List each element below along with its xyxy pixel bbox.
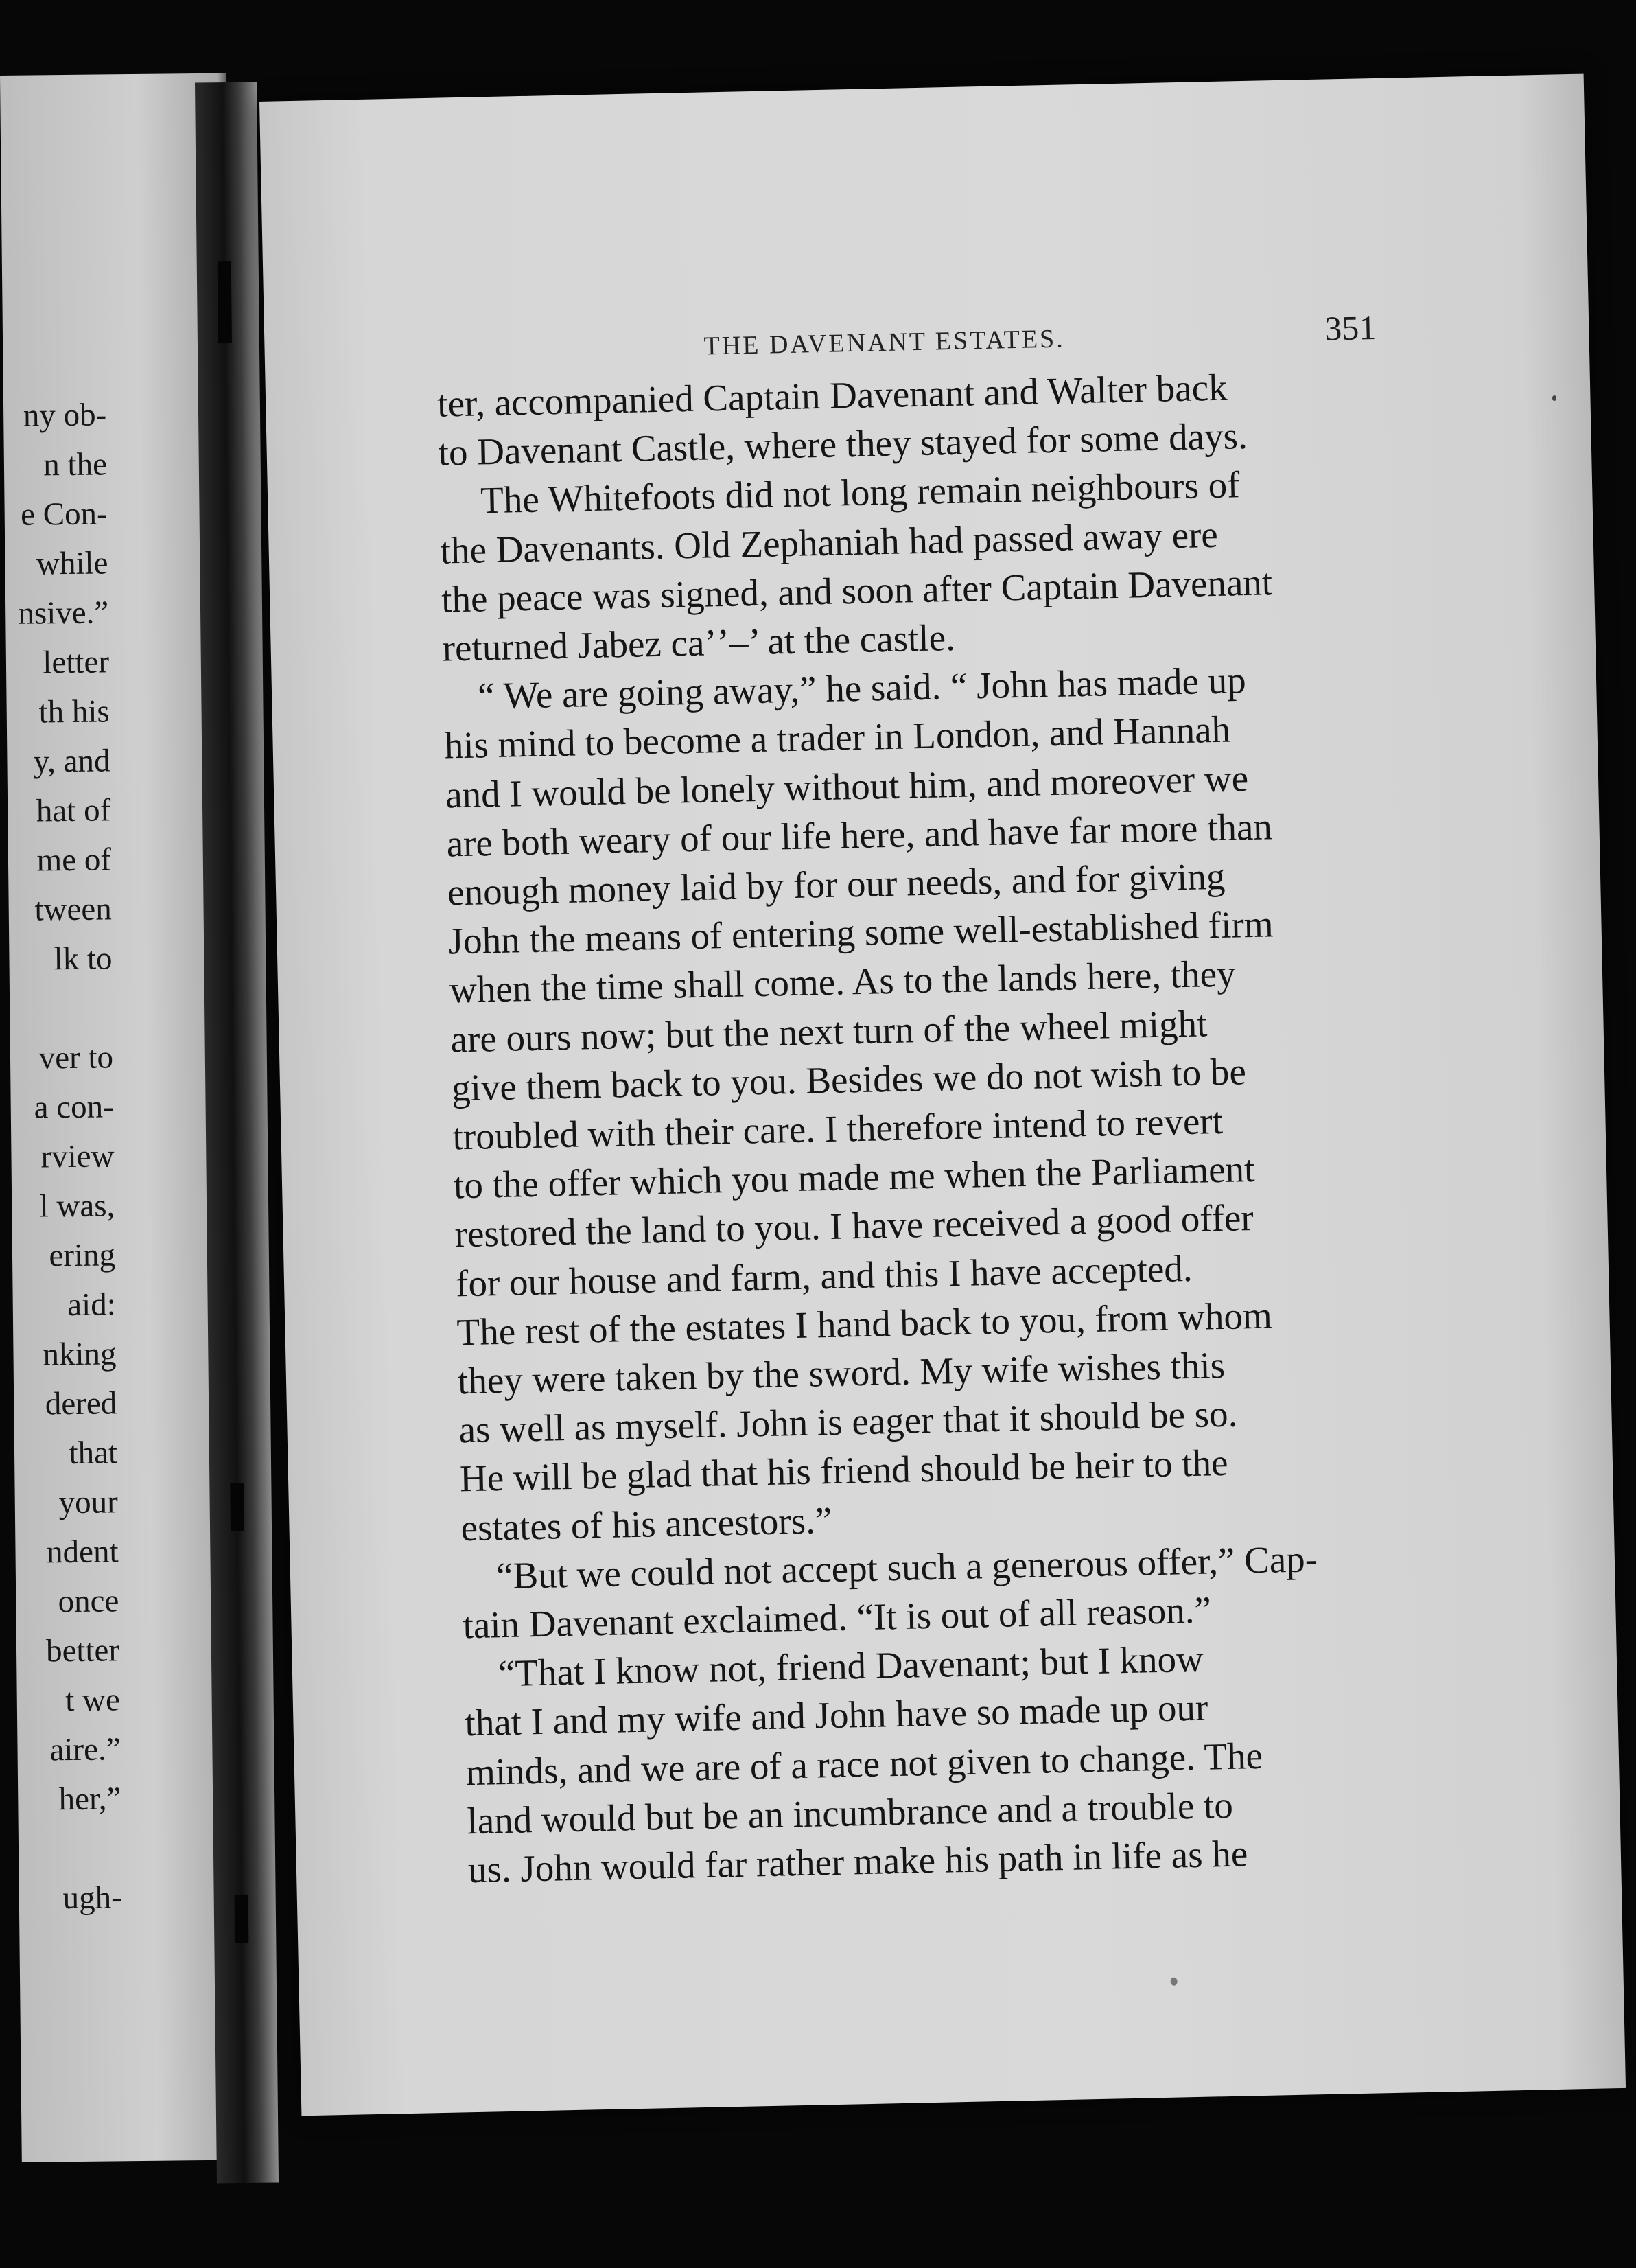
left-line: dered <box>45 1385 117 1422</box>
left-line: hat of <box>36 792 111 829</box>
left-line-gap <box>19 1823 122 1874</box>
left-line: nsive.” <box>18 594 109 632</box>
left-line: rview <box>40 1138 115 1175</box>
left-line: ver to <box>38 1039 114 1076</box>
left-line: ering <box>49 1237 116 1274</box>
left-line: better <box>45 1632 120 1669</box>
binding-mark <box>235 1895 249 1943</box>
text-line: they were taken by the sword. My wife wishes this <box>457 1344 1226 1402</box>
text-line: as well as myself. John is eager that it should be so. <box>458 1392 1238 1451</box>
page-body-text <box>266 355 1635 1898</box>
text-line: us. John would far rather make his path in life as he <box>467 1832 1248 1891</box>
text-line: restored the land to you. I have received a good offer <box>454 1196 1254 1256</box>
text-line: minds, and we are of a race not given to change. The <box>465 1734 1263 1793</box>
left-line: ndent <box>46 1534 119 1571</box>
text-line: to Davenant Castle, where they stayed for some days. <box>438 415 1248 474</box>
left-line: nking <box>43 1336 117 1373</box>
left-line: tween <box>34 891 112 928</box>
text-line: estates of his ancestors.” <box>460 1498 832 1549</box>
left-line: ny ob- <box>23 397 107 434</box>
text-line: The Whitefoots did not long remain neighbours of <box>480 463 1241 522</box>
text-line: “But we could not accept such a generous offer,” Cap- <box>495 1538 1318 1597</box>
text-line: when the time shall come. As to the lands here, they <box>449 952 1237 1011</box>
page-number: 351 <box>1324 308 1377 348</box>
text-line: the Davenants. Old Zephaniah had passed away ere <box>440 513 1219 572</box>
binding-mark <box>218 261 232 343</box>
left-line: ugh- <box>62 1879 123 1917</box>
left-line-gap <box>10 983 113 1034</box>
text-line: land would but be an incumbrance and a trouble to <box>466 1783 1234 1842</box>
text-line: are ours now; but the next turn of the wheel might <box>450 1002 1208 1061</box>
text-line: his mind to become a trader in London, and Hannah <box>444 708 1231 767</box>
text-line: returned Jabez caʼʼ–’ at the castle. <box>442 616 956 669</box>
text-line: “That I know not, friend Davenant; but I know <box>498 1637 1204 1695</box>
left-line: that <box>69 1435 118 1472</box>
left-line: lk to <box>54 940 113 977</box>
left-line: me of <box>36 842 112 879</box>
left-line: her,” <box>58 1781 121 1818</box>
left-line: once <box>58 1583 119 1620</box>
text-line: tain Davenant exclaimed. “It is out of all reason.” <box>462 1588 1212 1647</box>
left-line: t we <box>65 1682 121 1719</box>
binding-mark <box>230 1483 244 1531</box>
dust-speck <box>1552 395 1556 401</box>
text-line: ter, accompanied Captain Davenant and Walter back <box>436 366 1228 425</box>
left-line: letter <box>43 644 110 681</box>
left-line: aid: <box>67 1286 117 1323</box>
book-page <box>259 74 1626 2116</box>
left-line: y, and <box>33 743 110 780</box>
text-line: are both weary of our life here, and have far more than <box>446 805 1273 865</box>
running-head: THE DAVENANT ESTATES. <box>703 324 1066 361</box>
text-line: He will be glad that his friend should be heir to the <box>459 1442 1229 1500</box>
text-line: “ We are going away,” he said. “ John has made up <box>477 659 1247 717</box>
text-line: give them back to you. Besides we do not wish to be <box>451 1050 1247 1109</box>
text-line: and I would be lonely without him, and moreover we <box>445 756 1249 816</box>
text-line: that I and my wife and John have so made up our <box>464 1687 1208 1744</box>
left-line: th his <box>38 693 110 730</box>
previous-page-text <box>3 390 122 1923</box>
text-line: enough money laid by for our needs, and for giving <box>447 855 1226 914</box>
left-line: n the <box>43 446 108 483</box>
left-line: e Con- <box>20 496 108 533</box>
text-line: The rest of the estates I hand back to you, from whom <box>456 1294 1273 1354</box>
left-line: l was, <box>39 1188 115 1225</box>
text-line: for our house and farm, and this I have accepted. <box>455 1247 1193 1305</box>
text-line: troubled with their care. I therefore intend to revert <box>452 1099 1224 1158</box>
text-line: the peace was signed, and soon after Captain Davenant <box>441 561 1273 621</box>
text-line: John the means of entering some well-established firm <box>448 903 1274 962</box>
left-line: while <box>36 545 108 582</box>
ink-speck <box>1171 1978 1178 1986</box>
text-line: to the offer which you made me when the Parliament <box>453 1148 1255 1207</box>
left-line: aire.” <box>49 1731 121 1768</box>
left-line: a con- <box>34 1089 115 1126</box>
left-line: your <box>58 1484 119 1521</box>
